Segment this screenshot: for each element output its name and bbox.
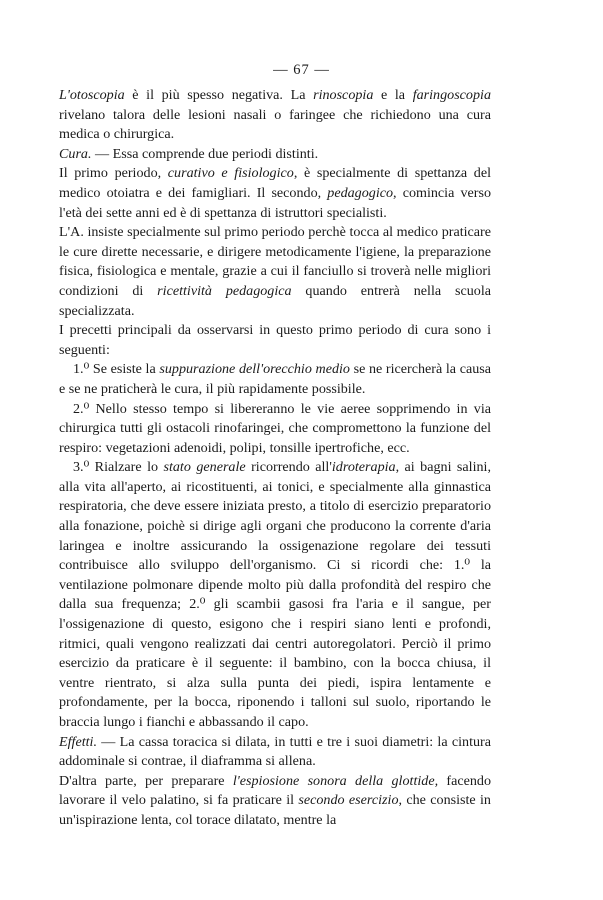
text-segment: , comincia verso l'età dei sette anni ed è di spettanza di istruttori specialisti. <box>59 184 491 221</box>
text-segment: , che consiste in un'ispirazione lenta, col torace dilatato, mentre la <box>59 792 491 828</box>
paragraph-cura <box>59 145 491 165</box>
section-heading: Cura. <box>59 145 92 162</box>
text-segment: ricorrendo all' <box>245 459 332 476</box>
text-segment: faringoscopia <box>412 87 491 103</box>
paragraph-daltra-parte <box>59 772 491 831</box>
text-segment: D'altra parte, per preparare <box>59 772 233 789</box>
text-segment: ricettività pedagogica <box>157 282 292 299</box>
paragraph-precetto-2 <box>59 400 491 459</box>
section-heading: Effetti. <box>59 733 97 750</box>
paragraph-insiste <box>59 223 491 321</box>
paragraph-precetto-1 <box>59 360 491 399</box>
text-segment: e la <box>373 87 413 103</box>
text-segment: — La cassa toracica si dilata, in tutti e tre i suoi diametri: la cintura addominale si contrae, il diaframma si allena. <box>59 733 491 770</box>
text-segment: 1.⁰ Se esiste la <box>73 361 160 378</box>
paragraph-effetti <box>59 733 491 772</box>
text-segment: , ai bagni salini, alla vita all'aperto, ai ricostituenti, ai tonici, e specialmente alla ginnastica respiratoria, che deve essere iniziata presto, a titolo di esercizio preparatorio alla fonazione, poichè si dirige agli organi che producono la corrente d'aria laringea e inoltre assicurando la ossigenazione regolare dei tessuti contribuisce allo sviluppo dell'organismo. Ci si ricordi che: 1.⁰ la ventilazione polmonare dipende molto più dalla profondità del respiro che dalla sua frequenza; 2.⁰ gli scambii gasosi fra l'aria e il sangue, per l'ossigenazione di questo, esigono che i respiri siano lenti e profondi, ritmici, quali vengono realizzati dai centri autoregolatori. Perciò il primo esercizio da praticare è il seguente: il bambino, con la bocca chiusa, il ventre rientrato, si alza sulla punta dei piedi, ispira lentamente e profondamente, per la bocca, riponendo i talloni sul suolo, riportando le braccia lungo i fianchi e abbassando il capo. <box>59 459 491 730</box>
text-segment: rivelano talora delle lesioni nasali o faringee che richiedono una cura medica o chirurgica. <box>59 106 491 143</box>
text-segment: facendo lavorare il velo palatino, si fa praticare il <box>59 772 492 809</box>
text-segment: curativo e fisiologico <box>167 165 294 182</box>
text-segment: 2.⁰ Nello stesso tempo si libereranno le vie aeree sopprimendo in via chirurgica tutti gli ostacoli rinofaringei, che compromettono la funzione del respiro: vegetazioni adenoidi, polipi, tonsille ipertrofiche, ecc. <box>59 400 491 456</box>
text-segment: Il primo periodo, <box>59 165 168 182</box>
body-text <box>59 86 491 831</box>
text-segment: quando entrerà nella scuola specializzata. <box>59 282 491 319</box>
text-segment: , è specialmente di spettanza del medico otoiatra e dei famigliari. Il secondo, <box>59 165 492 201</box>
paragraph-precetto-3 <box>59 458 491 732</box>
text-segment: stato generale <box>163 459 246 476</box>
text-segment: se ne ricercherà la causa e se ne praticherà le cura, il più rapidamente possibile. <box>59 361 491 397</box>
text-segment: suppurazione dell'orecchio medio <box>159 361 350 378</box>
text-segment: rinoscopia <box>313 87 374 103</box>
page-number: — 67 — <box>273 62 330 78</box>
text-segment: 3.⁰ Rialzare lo <box>73 459 164 476</box>
text-segment: secondo esercizio <box>298 792 399 809</box>
text-segment: idroterapia <box>331 459 396 476</box>
text-segment: L'otoscopia <box>59 87 125 103</box>
text-segment: l'espiosione sonora della glottide, <box>232 772 439 789</box>
text-segment: pedagogico <box>327 184 394 201</box>
text-segment: è il più spesso negativa. La <box>124 87 314 103</box>
paragraph-otoscopia <box>59 86 491 145</box>
text-segment: I precetti principali da osservarsi in questo primo periodo di cura sono i seguenti: <box>59 322 491 358</box>
paragraph-precetti <box>59 321 491 360</box>
text-segment: L'A. insiste specialmente sul primo periodo perchè tocca al medico praticare le cure dirette necessarie, e dirigere metodicamente l'igiene, la preparazione fisica, fisiologica e mentale, grazie a cui il fanciullo si troverà nelle migliori condizioni di <box>59 224 491 299</box>
paragraph-primo-periodo <box>59 164 491 223</box>
text-segment: — Essa comprende due periodi distinti. <box>91 145 319 162</box>
